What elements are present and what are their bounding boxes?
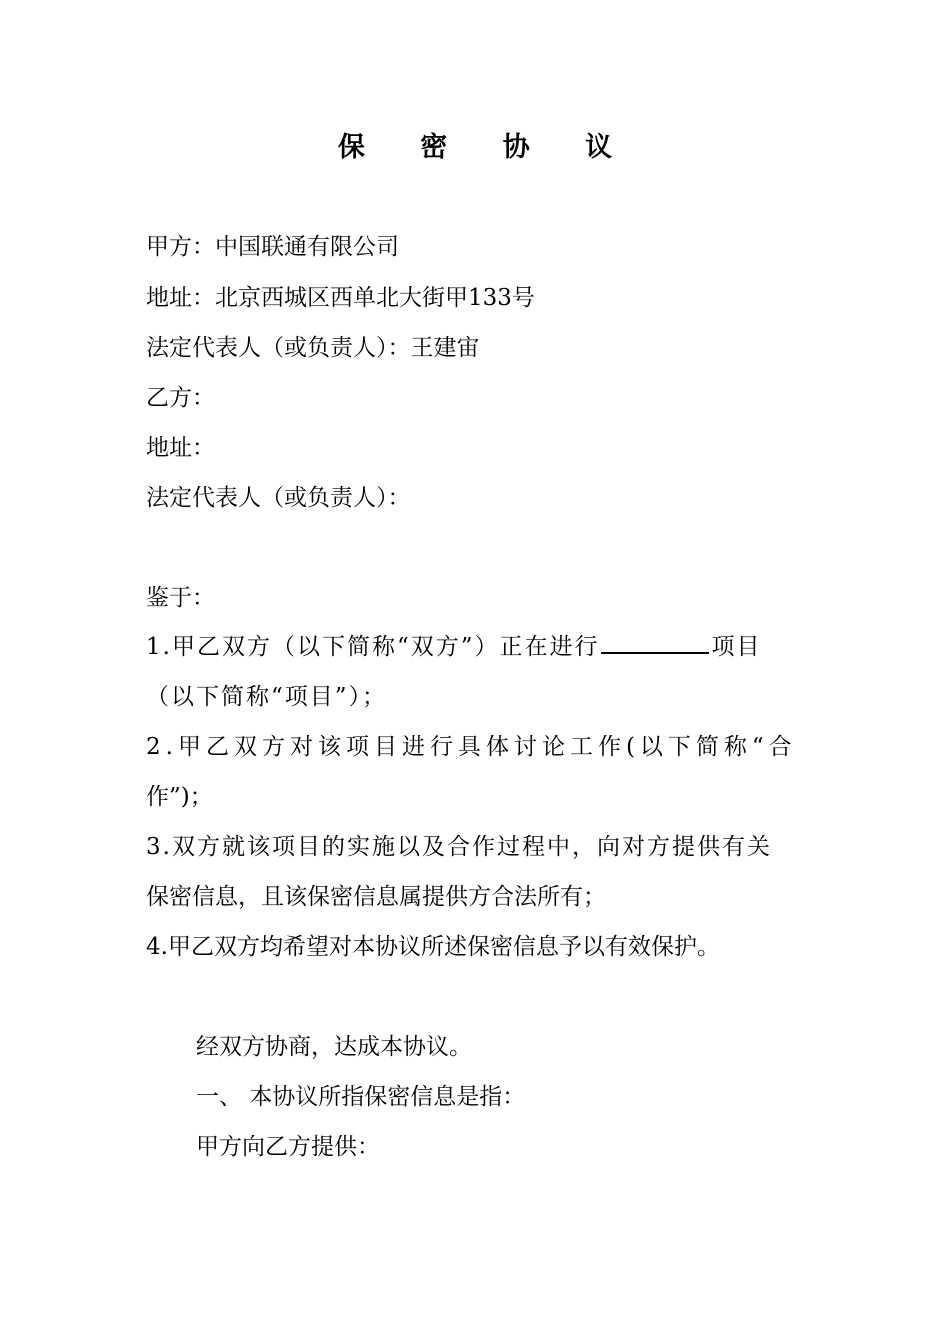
party-b-representative-line: 法定代表人（或负责人）： xyxy=(146,485,411,511)
whereas-item-3-continued: 保密信息，且该保密信息属提供方合法所有； xyxy=(146,884,606,910)
party-b-line: 乙方： xyxy=(146,385,215,411)
agreement-statement: 经双方协商，达成本协议。 xyxy=(196,1034,472,1060)
party-a-representative-line: 法定代表人（或负责人）：王建宙 xyxy=(146,335,480,361)
party-a-address-line: 地址：北京西城区西单北大街甲133号 xyxy=(146,285,535,311)
whereas-item-4: 4.甲乙双方均希望对本协议所述保密信息予以有效保护。 xyxy=(146,934,720,960)
whereas-item-1-text: 1.甲乙双方（以下简称“双方”）正在进行 xyxy=(146,634,600,660)
whereas-item-1 xyxy=(146,627,761,667)
document-title: 保 密 协 议 xyxy=(337,132,636,163)
party-b-address-line: 地址： xyxy=(146,435,215,461)
party-a-line: 甲方：中国联通有限公司 xyxy=(146,234,399,260)
whereas-item-2-continued: 作”)； xyxy=(146,784,213,810)
whereas-heading: 鉴于： xyxy=(146,585,215,611)
section-1-heading: 一、 本协议所指保密信息是指： xyxy=(196,1084,526,1110)
whereas-item-1-suffix: 项目 xyxy=(711,634,762,660)
whereas-item-2: 2.甲乙双方对该项目进行具体讨论工作(以下简称“合 xyxy=(146,734,797,760)
section-1-subheading: 甲方向乙方提供： xyxy=(196,1134,380,1160)
project-name-blank xyxy=(601,628,709,654)
whereas-item-1-continued: （以下简称“项目”）； xyxy=(146,684,388,710)
whereas-item-3: 3.双方就该项目的实施以及合作过程中，向对方提供有关 xyxy=(146,834,772,860)
